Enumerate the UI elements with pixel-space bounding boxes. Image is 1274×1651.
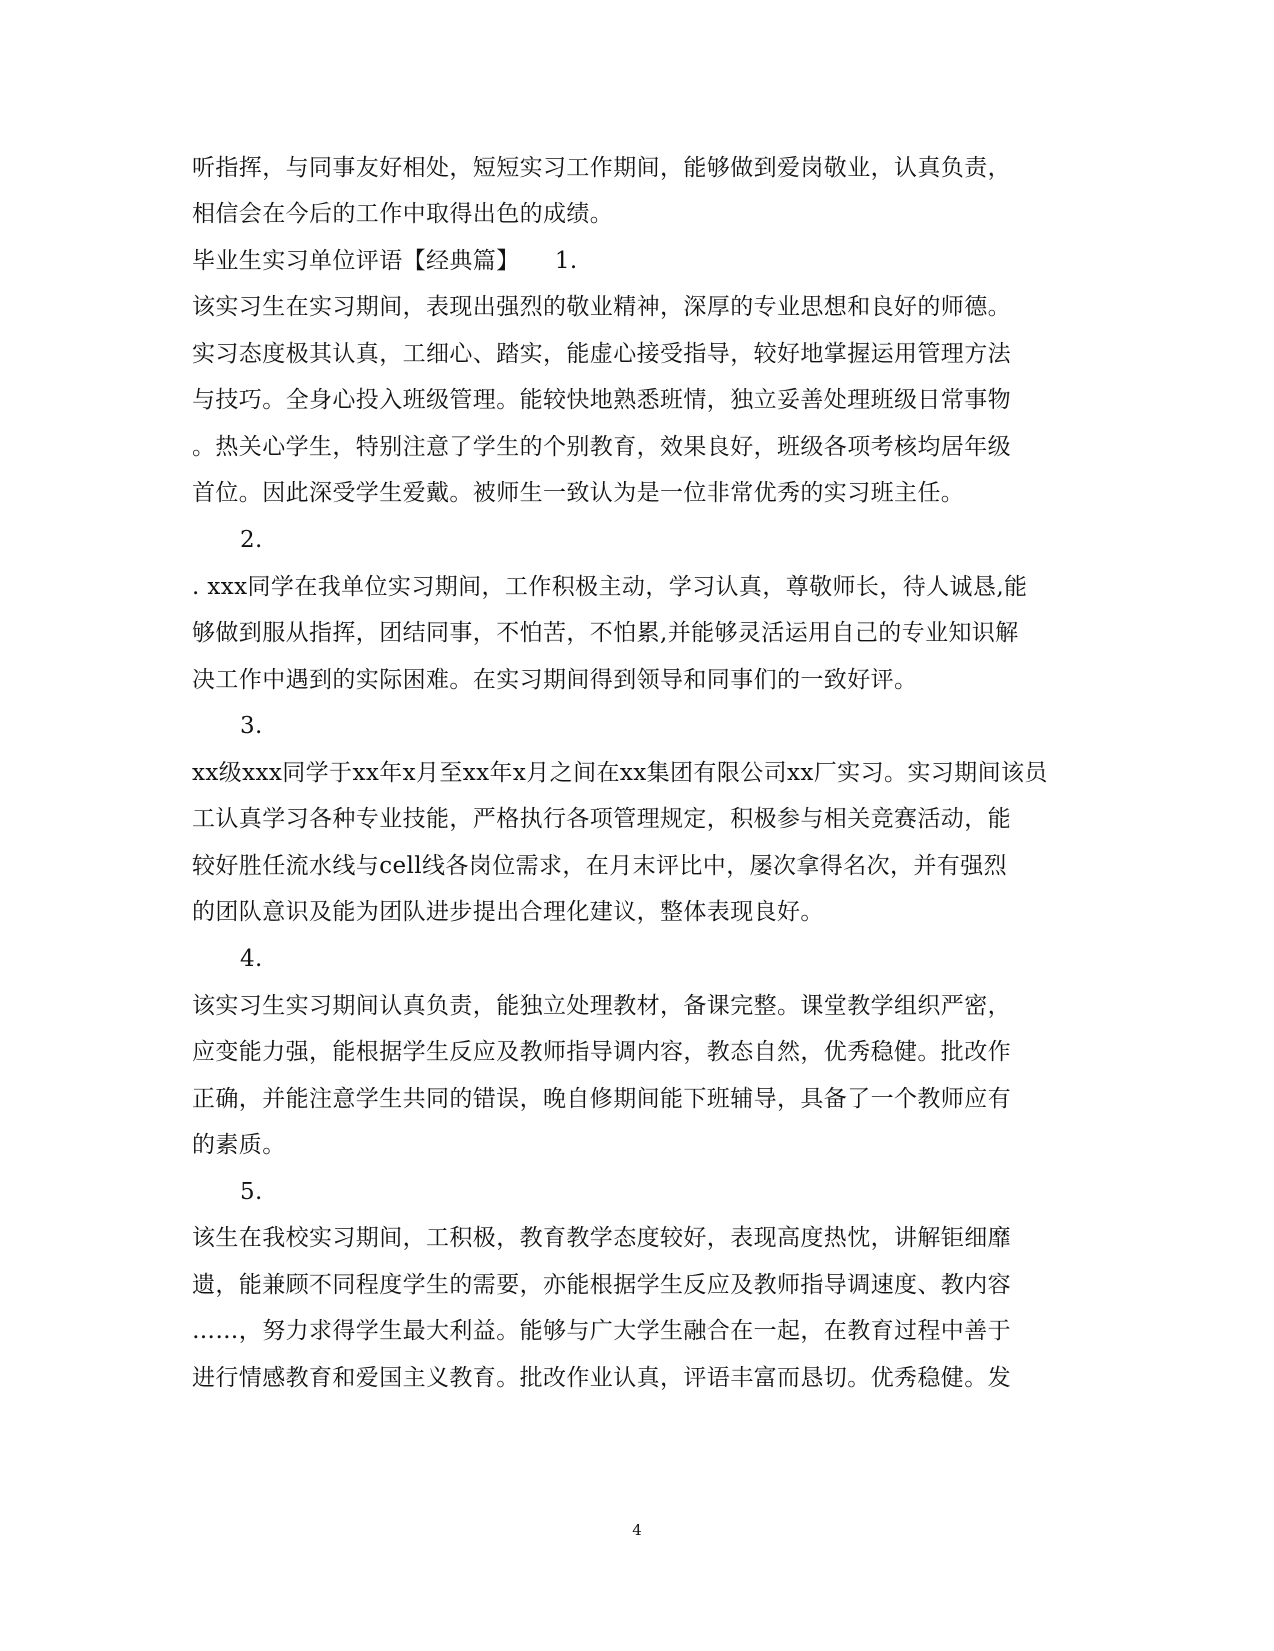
- text-line: . xxx同学在我单位实习期间，工作积极主动，学习认真，尊敬师长，待人诚恳,能: [192, 574, 1028, 600]
- text-line: 应变能力强，能根据学生反应及教师指导调内容，教态自然，优秀稳健。批改作: [192, 1039, 1011, 1065]
- section-heading: 毕业生实习单位评语【经典篇】 1.: [192, 248, 578, 274]
- item-number: 3.: [240, 713, 263, 739]
- page-number: 4: [632, 1521, 642, 1539]
- text-line: 首位。因此深受学生爱戴。被师生一致认为是一位非常优秀的实习班主任。: [192, 480, 965, 506]
- text-line: 决工作中遇到的实际困难。在实习期间得到领导和同事们的一致好评。: [192, 667, 918, 693]
- text-line: ……，努力求得学生最大利益。能够与广大学生融合在一起，在教育过程中善于: [192, 1318, 1011, 1344]
- text-line: 遗，能兼顾不同程度学生的需要，亦能根据学生反应及教师指导调速度、教内容: [192, 1272, 1011, 1298]
- text-line: 该实习生实习期间认真负责，能独立处理教材，备课完整。课堂教学组织严密，: [192, 993, 1011, 1019]
- text-line: 听指挥，与同事友好相处，短短实习工作期间，能够做到爱岗敬业，认真负责，: [192, 155, 1011, 181]
- text-line: 的团队意识及能为团队进步提出合理化建议，整体表现良好。: [192, 899, 824, 925]
- text-line: 实习态度极其认真，工细心、踏实，能虚心接受指导，较好地掌握运用管理方法: [192, 341, 1011, 367]
- text-line: 进行情感教育和爱国主义教育。批改作业认真，评语丰富而恳切。优秀稳健。发: [192, 1365, 1011, 1391]
- item-number: 2.: [240, 527, 263, 553]
- text-line: 该实习生在实习期间，表现出强烈的敬业精神，深厚的专业思想和良好的师德。: [192, 294, 1011, 320]
- text-line: 的素质。: [192, 1132, 286, 1158]
- text-line: 该生在我校实习期间，工积极，教育教学态度较好，表现高度热忱，讲解钜细靡: [192, 1225, 1011, 1251]
- text-line: 。热关心学生，特别注意了学生的个别教育，效果良好，班级各项考核均居年级: [192, 434, 1011, 460]
- item-number: 4.: [240, 946, 263, 972]
- text-line: 相信会在今后的工作中取得出色的成绩。: [192, 201, 614, 227]
- text-line: 工认真学习各种专业技能，严格执行各项管理规定，积极参与相关竞赛活动，能: [192, 806, 1011, 832]
- text-line: xx级xxx同学于xx年x月至xx年x月之间在xx集团有限公司xx厂实习。实习期间该员: [192, 760, 1048, 786]
- text-line: 较好胜任流水线与cell线各岗位需求，在月末评比中，屡次拿得名次，并有强烈: [192, 853, 1008, 879]
- text-line: 够做到服从指挥，团结同事，不怕苦，不怕累,并能够灵活运用自己的专业知识解: [192, 620, 1019, 646]
- text-line: 与技巧。全身心投入班级管理。能较快地熟悉班情，独立妥善处理班级日常事物: [192, 387, 1011, 413]
- text-line: 正确，并能注意学生共同的错误，晚自修期间能下班辅导，具备了一个教师应有: [192, 1086, 1011, 1112]
- item-number: 5.: [240, 1179, 263, 1205]
